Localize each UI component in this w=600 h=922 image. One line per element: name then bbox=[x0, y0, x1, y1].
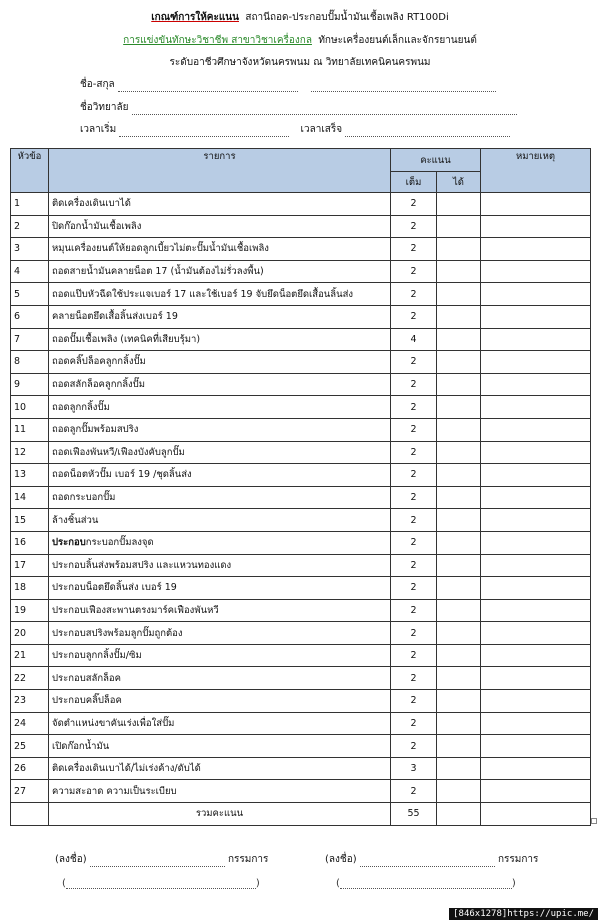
table-row bbox=[11, 531, 591, 554]
row-number: 25 bbox=[11, 735, 49, 758]
row-full-score: 2 bbox=[391, 396, 437, 419]
row-item: ประกอบลิ้นส่งพร้อมสปริง และแหวนทองแดง bbox=[49, 554, 391, 577]
row-note[interactable] bbox=[481, 396, 591, 419]
role-left: กรรมการ bbox=[227, 854, 269, 865]
table-row bbox=[11, 509, 591, 532]
row-item: ติดเครื่องเดินเบาได้ bbox=[49, 193, 391, 216]
table-row bbox=[11, 418, 591, 441]
row-item: ถอดแป๊บหัวฉีดใช้ประแจเบอร์ 17 และใช้เบอร์ 19 จับยึดน็อตยึดเสื้อนลิ้นส่ง bbox=[49, 283, 391, 306]
row-got-score[interactable] bbox=[437, 193, 481, 216]
row-note[interactable] bbox=[481, 328, 591, 351]
row-item: ถอดน็อตหัวปั๊ม เบอร์ 19 /ชุดลิ้นส่ง bbox=[49, 464, 391, 487]
level-location: ระดับอาชีวศึกษาจังหวัดนครพนม ณ วิทยาลัยเทคนิคนครพนม bbox=[169, 57, 431, 68]
table-row bbox=[11, 712, 591, 735]
time-field-row bbox=[80, 122, 510, 137]
row-got-score[interactable] bbox=[437, 305, 481, 328]
row-full-score: 2 bbox=[391, 215, 437, 238]
header-got: ได้ bbox=[437, 172, 481, 193]
row-got-score[interactable] bbox=[437, 599, 481, 622]
row-number: 13 bbox=[11, 464, 49, 487]
signature-left bbox=[55, 852, 268, 867]
row-got-score[interactable] bbox=[437, 396, 481, 419]
criteria-heading: เกณฑ์การให้คะแนน bbox=[151, 12, 239, 23]
row-number: 7 bbox=[11, 328, 49, 351]
row-full-score: 2 bbox=[391, 260, 437, 283]
table-row bbox=[11, 735, 591, 758]
row-got-score[interactable] bbox=[437, 418, 481, 441]
row-number: 14 bbox=[11, 486, 49, 509]
row-got-score[interactable] bbox=[437, 351, 481, 374]
title-line-1 bbox=[0, 10, 600, 25]
row-number: 18 bbox=[11, 577, 49, 600]
row-item: ประกอบสปริงพร้อมลูกปั๊มถูกต้อง bbox=[49, 622, 391, 645]
row-got-score[interactable] bbox=[437, 283, 481, 306]
table-row bbox=[11, 780, 591, 803]
start-time-blank[interactable] bbox=[119, 126, 289, 137]
row-number: 19 bbox=[11, 599, 49, 622]
row-number: 17 bbox=[11, 554, 49, 577]
watermark-text: [846x1278]https://upic.me/ bbox=[449, 908, 598, 920]
college-field-row bbox=[80, 100, 517, 115]
row-full-score: 2 bbox=[391, 780, 437, 803]
end-time-label: เวลาเสร็จ bbox=[300, 124, 343, 135]
row-number: 26 bbox=[11, 757, 49, 780]
row-full-score: 3 bbox=[391, 757, 437, 780]
sign-label-left: (ลงชื่อ) bbox=[55, 854, 87, 865]
row-item: ประกอบลูกกลิ้งปั๊ม/ซิม bbox=[49, 644, 391, 667]
college-label: ชื่อวิทยาลัย bbox=[80, 102, 129, 113]
row-note[interactable] bbox=[481, 464, 591, 487]
row-note[interactable] bbox=[481, 260, 591, 283]
row-item: ถอดลูกปั๊มพร้อมสปริง bbox=[49, 418, 391, 441]
row-number: 27 bbox=[11, 780, 49, 803]
row-item: ประกอบเฟืองสะพานตรงมาร์คเฟืองพันหวี bbox=[49, 599, 391, 622]
row-number: 22 bbox=[11, 667, 49, 690]
score-table-body bbox=[11, 193, 591, 803]
row-full-score: 2 bbox=[391, 531, 437, 554]
row-full-score: 2 bbox=[391, 441, 437, 464]
row-number: 21 bbox=[11, 644, 49, 667]
table-row bbox=[11, 396, 591, 419]
row-item: ล้างชิ้นส่วน bbox=[49, 509, 391, 532]
row-note[interactable] bbox=[481, 238, 591, 261]
row-got-score[interactable] bbox=[437, 260, 481, 283]
row-item: ติดเครื่องเดินเบาได้/ไม่เร่งค้าง/ดับได้ bbox=[49, 757, 391, 780]
row-note[interactable] bbox=[481, 193, 591, 216]
row-note[interactable] bbox=[481, 757, 591, 780]
row-got-score[interactable] bbox=[437, 712, 481, 735]
row-got-score[interactable] bbox=[437, 690, 481, 713]
row-note[interactable] bbox=[481, 418, 591, 441]
row-full-score: 2 bbox=[391, 644, 437, 667]
row-item: ปิดก๊อกน้ำมันเชื้อเพลิง bbox=[49, 215, 391, 238]
header-no: หัวข้อ bbox=[11, 149, 49, 193]
row-number: 5 bbox=[11, 283, 49, 306]
row-note[interactable] bbox=[481, 599, 591, 622]
row-note[interactable] bbox=[481, 531, 591, 554]
row-note[interactable] bbox=[481, 644, 591, 667]
row-note[interactable] bbox=[481, 215, 591, 238]
title-line-2 bbox=[0, 33, 600, 48]
signature-blank-right[interactable] bbox=[360, 856, 495, 867]
row-item: หมุนเครื่องยนต์ให้ยอดลูกเบี้ยวไม่ตะปั๊มน้ำมันเชื้อเพลิง bbox=[49, 238, 391, 261]
row-note[interactable] bbox=[481, 735, 591, 758]
row-note[interactable] bbox=[481, 690, 591, 713]
row-full-score: 2 bbox=[391, 712, 437, 735]
row-note[interactable] bbox=[481, 622, 591, 645]
row-number: 11 bbox=[11, 418, 49, 441]
row-full-score: 2 bbox=[391, 690, 437, 713]
table-row bbox=[11, 599, 591, 622]
table-row bbox=[11, 328, 591, 351]
row-item: ความสะอาด ความเป็นระเบียบ bbox=[49, 780, 391, 803]
station-title: สถานีถอด-ประกอบปั๊มน้ำมันเชื้อเพลิง RT100Di bbox=[245, 12, 449, 23]
sign-label-right: (ลงชื่อ) bbox=[325, 854, 357, 865]
header-score: คะแนน bbox=[391, 149, 481, 172]
row-note[interactable] bbox=[481, 577, 591, 600]
row-got-score[interactable] bbox=[437, 373, 481, 396]
row-number: 4 bbox=[11, 260, 49, 283]
row-got-score[interactable] bbox=[437, 780, 481, 803]
printed-name-right[interactable]: ( ) bbox=[336, 878, 516, 889]
row-got-score[interactable] bbox=[437, 735, 481, 758]
row-full-score: 2 bbox=[391, 351, 437, 374]
row-item: ประกอบน็อตยึดลิ้นส่ง เบอร์ 19 bbox=[49, 577, 391, 600]
row-full-score: 2 bbox=[391, 554, 437, 577]
table-row bbox=[11, 283, 591, 306]
row-got-score[interactable] bbox=[437, 441, 481, 464]
row-item: คลายน็อตยึดเสื้อลิ้นส่งเบอร์ 19 bbox=[49, 305, 391, 328]
total-got-cell[interactable] bbox=[437, 803, 481, 826]
start-time-label: เวลาเริ่ม bbox=[80, 124, 117, 135]
row-got-score[interactable] bbox=[437, 215, 481, 238]
surname-blank[interactable] bbox=[311, 81, 496, 92]
table-row bbox=[11, 757, 591, 780]
row-full-score: 2 bbox=[391, 599, 437, 622]
row-full-score: 4 bbox=[391, 328, 437, 351]
signature-right bbox=[325, 852, 538, 867]
total-note-cell[interactable] bbox=[481, 803, 591, 826]
row-number: 8 bbox=[11, 351, 49, 374]
row-item: ถอดกระบอกปั๊ม bbox=[49, 486, 391, 509]
row-number: 12 bbox=[11, 441, 49, 464]
row-item: ถอดสลักล็อคลูกกลิ้งปั๊ม bbox=[49, 373, 391, 396]
college-blank[interactable] bbox=[132, 104, 517, 115]
end-time-blank[interactable] bbox=[345, 126, 510, 137]
row-note[interactable] bbox=[481, 283, 591, 306]
row-note[interactable] bbox=[481, 780, 591, 803]
table-row bbox=[11, 690, 591, 713]
name-label: ชื่อ-สกุล bbox=[80, 79, 115, 90]
row-got-score[interactable] bbox=[437, 486, 481, 509]
row-number: 20 bbox=[11, 622, 49, 645]
row-item: จัดตำแหน่งขาคันเร่งเพื่อใส่ปั๊ม bbox=[49, 712, 391, 735]
row-item: ประกอบคลิ๊ปล็อค bbox=[49, 690, 391, 713]
role-right: กรรมการ bbox=[497, 854, 539, 865]
row-item: ถอดสายน้ำมันคลายน็อต 17 (น้ำมันต้องไม่รั่วลงพื้น) bbox=[49, 260, 391, 283]
row-note[interactable] bbox=[481, 554, 591, 577]
name-blank[interactable] bbox=[118, 81, 298, 92]
total-row bbox=[11, 803, 591, 826]
row-note[interactable] bbox=[481, 486, 591, 509]
table-row bbox=[11, 667, 591, 690]
row-full-score: 2 bbox=[391, 667, 437, 690]
row-got-score[interactable] bbox=[437, 238, 481, 261]
row-full-score: 2 bbox=[391, 418, 437, 441]
row-number: 16 bbox=[11, 531, 49, 554]
table-row bbox=[11, 486, 591, 509]
row-number: 10 bbox=[11, 396, 49, 419]
row-item: ถอดเฟืองพันหวี/เฟืองบังคับลูกปั๊ม bbox=[49, 441, 391, 464]
row-number: 15 bbox=[11, 509, 49, 532]
header-note: หมายเหตุ bbox=[481, 149, 591, 193]
name-field-row bbox=[80, 77, 496, 92]
table-row bbox=[11, 193, 591, 216]
signature-blank-left[interactable] bbox=[90, 856, 225, 867]
row-note[interactable] bbox=[481, 509, 591, 532]
row-full-score: 2 bbox=[391, 486, 437, 509]
page-corner-mark bbox=[591, 818, 597, 824]
row-got-score[interactable] bbox=[437, 622, 481, 645]
row-item: เปิดก๊อกน้ำมัน bbox=[49, 735, 391, 758]
table-row bbox=[11, 260, 591, 283]
table-row bbox=[11, 215, 591, 238]
row-note[interactable] bbox=[481, 351, 591, 374]
header-item: รายการ bbox=[49, 149, 391, 193]
row-got-score[interactable] bbox=[437, 757, 481, 780]
row-full-score: 2 bbox=[391, 622, 437, 645]
row-note[interactable] bbox=[481, 305, 591, 328]
table-row bbox=[11, 351, 591, 374]
row-number: 2 bbox=[11, 215, 49, 238]
header-full: เต็ม bbox=[391, 172, 437, 193]
row-note[interactable] bbox=[481, 712, 591, 735]
row-item: ถอดลูกกลิ้งปั๊ม bbox=[49, 396, 391, 419]
total-label: รวมคะแนน bbox=[49, 803, 391, 826]
row-got-score[interactable] bbox=[437, 464, 481, 487]
row-full-score: 2 bbox=[391, 373, 437, 396]
row-got-score[interactable] bbox=[437, 531, 481, 554]
table-row bbox=[11, 373, 591, 396]
row-number: 1 bbox=[11, 193, 49, 216]
competition-name: การแข่งขันทักษะวิชาชีพ สาขาวิชาเครื่องกล bbox=[123, 35, 312, 46]
table-row bbox=[11, 644, 591, 667]
row-number: 6 bbox=[11, 305, 49, 328]
row-full-score: 2 bbox=[391, 509, 437, 532]
row-note[interactable] bbox=[481, 373, 591, 396]
skill-name: ทักษะเครื่องยนต์เล็กและจักรยานยนต์ bbox=[318, 35, 477, 46]
row-item: ถอดคลิ๊ปล็อคลูกกลิ้งปั๊ม bbox=[49, 351, 391, 374]
row-full-score: 2 bbox=[391, 305, 437, 328]
row-number: 3 bbox=[11, 238, 49, 261]
row-got-score[interactable] bbox=[437, 554, 481, 577]
row-number: 23 bbox=[11, 690, 49, 713]
row-number: 9 bbox=[11, 373, 49, 396]
row-full-score: 2 bbox=[391, 283, 437, 306]
row-got-score[interactable] bbox=[437, 509, 481, 532]
table-row bbox=[11, 238, 591, 261]
title-line-3 bbox=[0, 55, 600, 70]
row-item: ประกอบสลักล็อค bbox=[49, 667, 391, 690]
row-got-score[interactable] bbox=[437, 667, 481, 690]
printed-name-left[interactable]: ( ) bbox=[62, 878, 260, 889]
row-got-score[interactable] bbox=[437, 644, 481, 667]
row-full-score: 2 bbox=[391, 735, 437, 758]
row-item: ประกอบกระบอกปั๊มลงจุด bbox=[49, 531, 391, 554]
row-item: ถอดปั๊มเชื้อเพลิง (เทคนิคที่เสียบรุ้มา) bbox=[49, 328, 391, 351]
row-full-score: 2 bbox=[391, 577, 437, 600]
row-got-score[interactable] bbox=[437, 577, 481, 600]
table-row bbox=[11, 441, 591, 464]
row-note[interactable] bbox=[481, 667, 591, 690]
table-row bbox=[11, 464, 591, 487]
table-row bbox=[11, 622, 591, 645]
table-row bbox=[11, 305, 591, 328]
row-full-score: 2 bbox=[391, 238, 437, 261]
table-row bbox=[11, 554, 591, 577]
row-full-score: 2 bbox=[391, 464, 437, 487]
row-number: 24 bbox=[11, 712, 49, 735]
score-table bbox=[10, 148, 591, 826]
row-note[interactable] bbox=[481, 441, 591, 464]
table-row bbox=[11, 577, 591, 600]
row-got-score[interactable] bbox=[437, 328, 481, 351]
row-full-score: 2 bbox=[391, 193, 437, 216]
total-value: 55 bbox=[391, 803, 437, 826]
